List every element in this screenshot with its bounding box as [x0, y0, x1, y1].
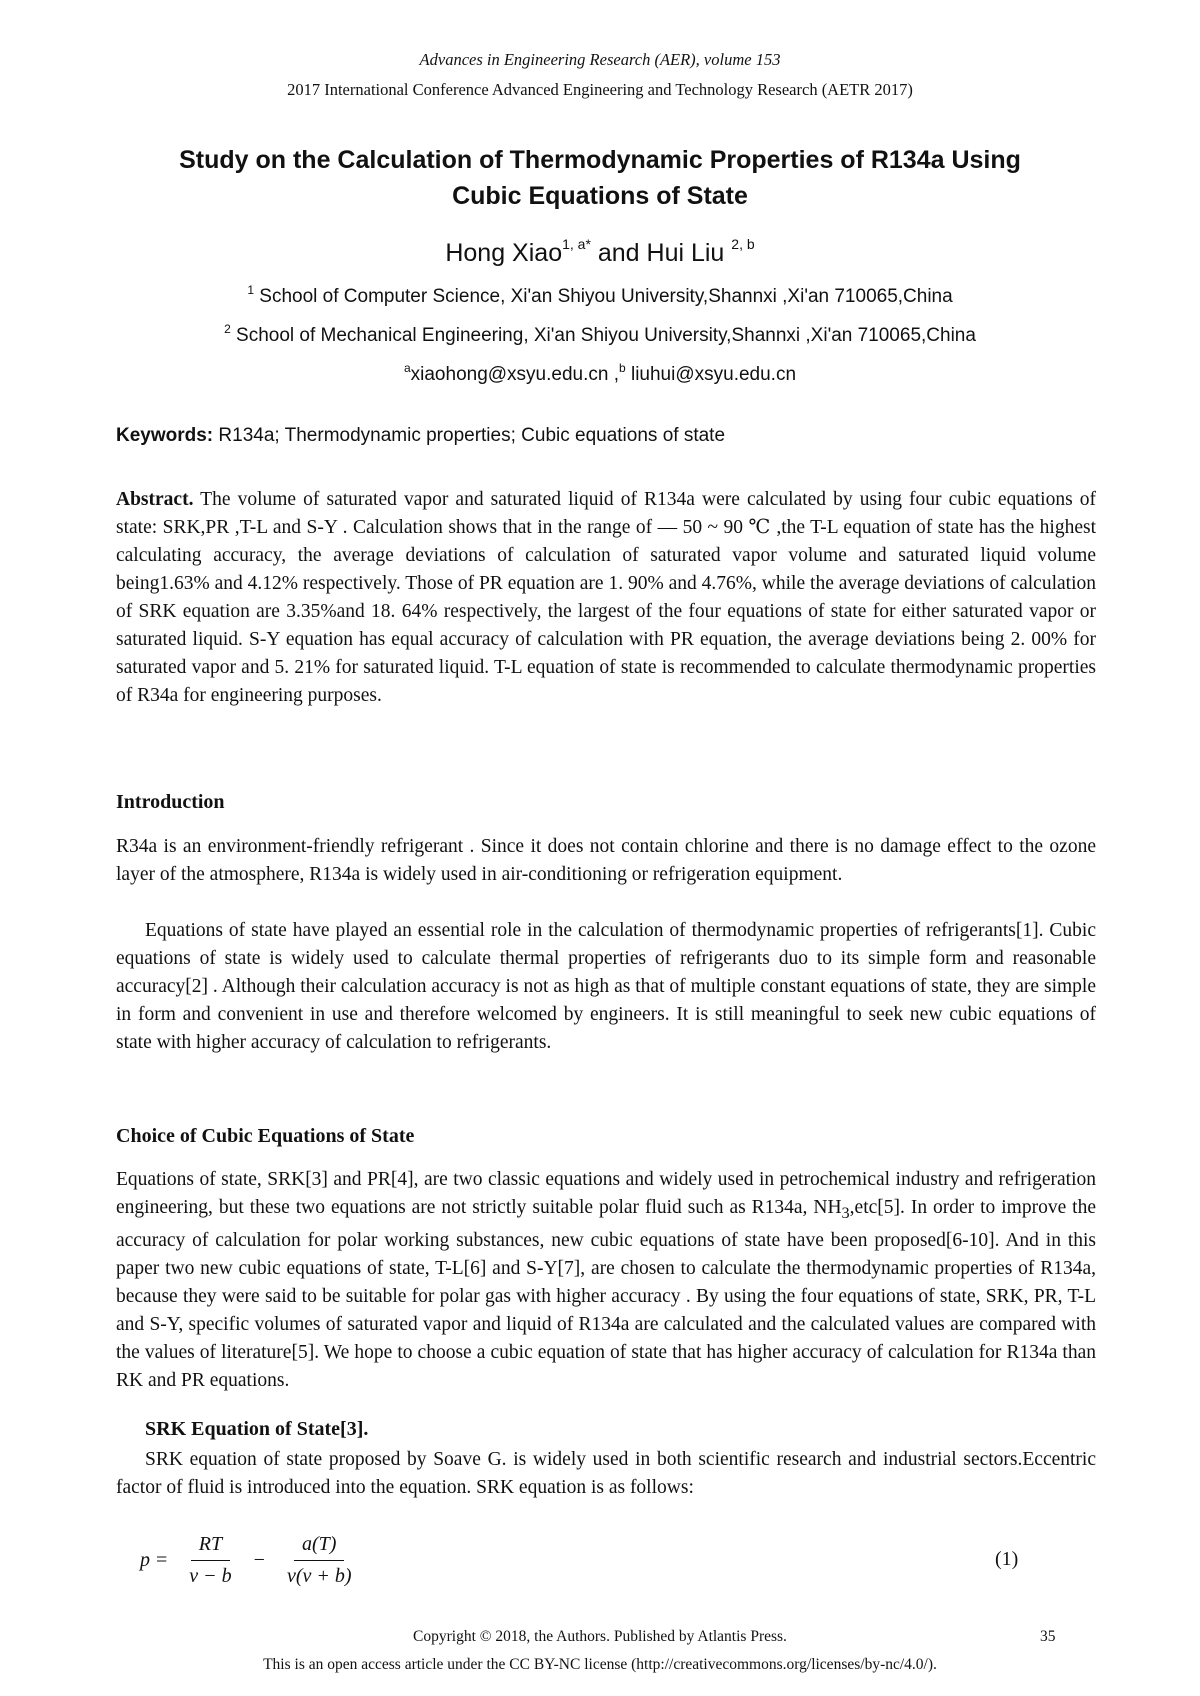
title-line-2: Cubic Equations of State	[452, 182, 748, 210]
eq-fraction-1	[181, 1533, 239, 1588]
emails	[0, 361, 1200, 386]
author-1-sup: 1, a*	[562, 236, 591, 252]
affiliation-1-sup: 1	[247, 283, 254, 297]
eq-fraction-2	[279, 1533, 360, 1588]
choice-text-b: ,etc[5]. In order to improve the accuracy of calculation for polar working substances, new cubic equations of state have been proposed[6-10]. And in this paper two new cubic equations of state, T-L[6] and S-Y[7], are chosen to calculate the thermodynamic properties of R134a, because they were said to be suitable for polar gas with higher accuracy . By using the four equations of state, SRK, PR, T-L and S-Y, specific volumes of saturated vapor and liquid of R134a are calculated and the calculated values are compared with the values of literature[5]. We hope to choose a cubic equation of state that has higher accuracy of calculation for R134a than RK and PR equations.	[116, 1197, 1096, 1391]
equation-number: (1)	[995, 1548, 1019, 1570]
eq-minus: −	[253, 1548, 265, 1571]
eq-numerator-1: RT	[191, 1533, 230, 1561]
author-1: Hong Xiao	[445, 239, 563, 267]
equation-1	[140, 1528, 368, 1592]
eq-numerator-2: a(T)	[294, 1533, 344, 1561]
email-b[interactable]: liuhui@xsyu.edu.cn	[625, 364, 797, 385]
abstract-text: The volume of saturated vapor and saturated liquid of R134a were calculated by using four cubic equations of state: SRK,PR ,T-L and S-Y . Calculation shows that in the range of — 50 ~ 90 ℃ ,the T-L equation of state has the highest calculating accuracy, the average deviations of calculation of saturated vapor volume and saturated liquid volume being1.63% and 4.12% respectively. Those of PR equation are 1. 90% and 4.76%, while the average deviations of calculation of SRK equation are 3.35%and 18. 64% respectively, the largest of the four equations of state for either saturated vapor or saturated liquid. S-Y equation has equal accuracy of calculation with PR equation, the average deviations being 2. 00% for saturated vapor and 5. 21% for saturated liquid. T-L equation of state is recommended to calculate thermodynamic properties of R34a for engineering purposes.	[116, 489, 1096, 706]
affiliation-1	[0, 283, 1200, 308]
choice-text-a: Equations of state, SRK[3] and PR[4], are two classic equations and widely used in petrochemical industry and refrigeration engineering, but these two equations are not strictly suitable polar fluid such as R134a, NH	[116, 1169, 1096, 1218]
title-line-1: Study on the Calculation of Thermodynamic Properties of R134a Using	[179, 146, 1021, 174]
paper-title	[100, 142, 1100, 214]
footer-license: This is an open access article under the CC BY-NC license (http://creativecommons.org/licenses/by-nc/4.0/).	[263, 1656, 937, 1673]
author-conj: and	[590, 239, 647, 267]
nh3-subscript: 3	[841, 1203, 850, 1222]
abstract	[116, 486, 1096, 710]
eq-denominator-2: v(v + b)	[286, 1564, 352, 1587]
intro-paragraph-2: Equations of state have played an essential role in the calculation of thermodynamic properties of refrigerants[1]. Cubic equations of state is widely used to calculate thermal properties of refrigerants duo to its simple form and reasonable accuracy[2] . Although their calculation accuracy is not as high as that of multiple constant equations of state, they are simple in form and convenient in use and therefore welcomed by engineers. It is still meaningful to seek new cubic equations of state with higher accuracy of calculation to refrigerants.	[116, 920, 1096, 1053]
author-list	[0, 236, 1200, 268]
email-a-sup: a	[403, 361, 411, 375]
eq-denominator-1: v − b	[189, 1564, 232, 1587]
section-heading-choice: Choice of Cubic Equations of State	[116, 1125, 415, 1147]
author-2: Hui Liu	[646, 239, 732, 267]
affiliation-1-text: School of Computer Science, Xi'an Shiyou University,Shannxi ,Xi'an 710065,China	[254, 286, 953, 307]
choice-paragraph-1	[116, 1166, 1096, 1395]
intro-paragraph-1: R34a is an environment-friendly refrigerant . Since it does not contain chlorine and there is no damage effect to the ozone layer of the atmosphere, R134a is widely used in air-conditioning or refrigeration equipment.	[116, 836, 1096, 885]
keywords	[116, 425, 725, 447]
journal-header: Advances in Engineering Research (AER), volume 153	[419, 50, 781, 69]
affiliation-2	[0, 322, 1200, 347]
srk-paragraph-1: SRK equation of state proposed by Soave G. is widely used in both scientific research and industrial sectors.Eccentric factor of fluid is introduced into the equation. SRK equation is as follows:	[116, 1449, 1096, 1498]
keywords-label: Keywords:	[116, 425, 214, 446]
email-a[interactable]: xiaohong@xsyu.edu.cn ,	[410, 364, 620, 385]
eq-lhs: p	[140, 1548, 150, 1571]
keywords-text: R134a; Thermodynamic properties; Cubic equations of state	[213, 425, 726, 446]
email-b-sup: b	[619, 361, 626, 375]
abstract-label: Abstract.	[116, 489, 194, 510]
affiliation-2-text: School of Mechanical Engineering, Xi'an Shiyou University,Shannxi ,Xi'an 710065,China	[230, 325, 976, 346]
section-heading-introduction: Introduction	[116, 791, 225, 813]
conference-header: 2017 International Conference Advanced Engineering and Technology Research (AETR 2017)	[287, 80, 913, 99]
subsection-heading-srk: SRK Equation of State[3].	[145, 1418, 369, 1440]
eq-equals: =	[156, 1548, 168, 1571]
page-number: 35	[1040, 1628, 1056, 1645]
footer-copyright: Copyright © 2018, the Authors. Published by Atlantis Press.	[413, 1628, 787, 1645]
author-2-sup: 2, b	[731, 236, 755, 252]
affiliation-2-sup: 2	[224, 322, 231, 336]
